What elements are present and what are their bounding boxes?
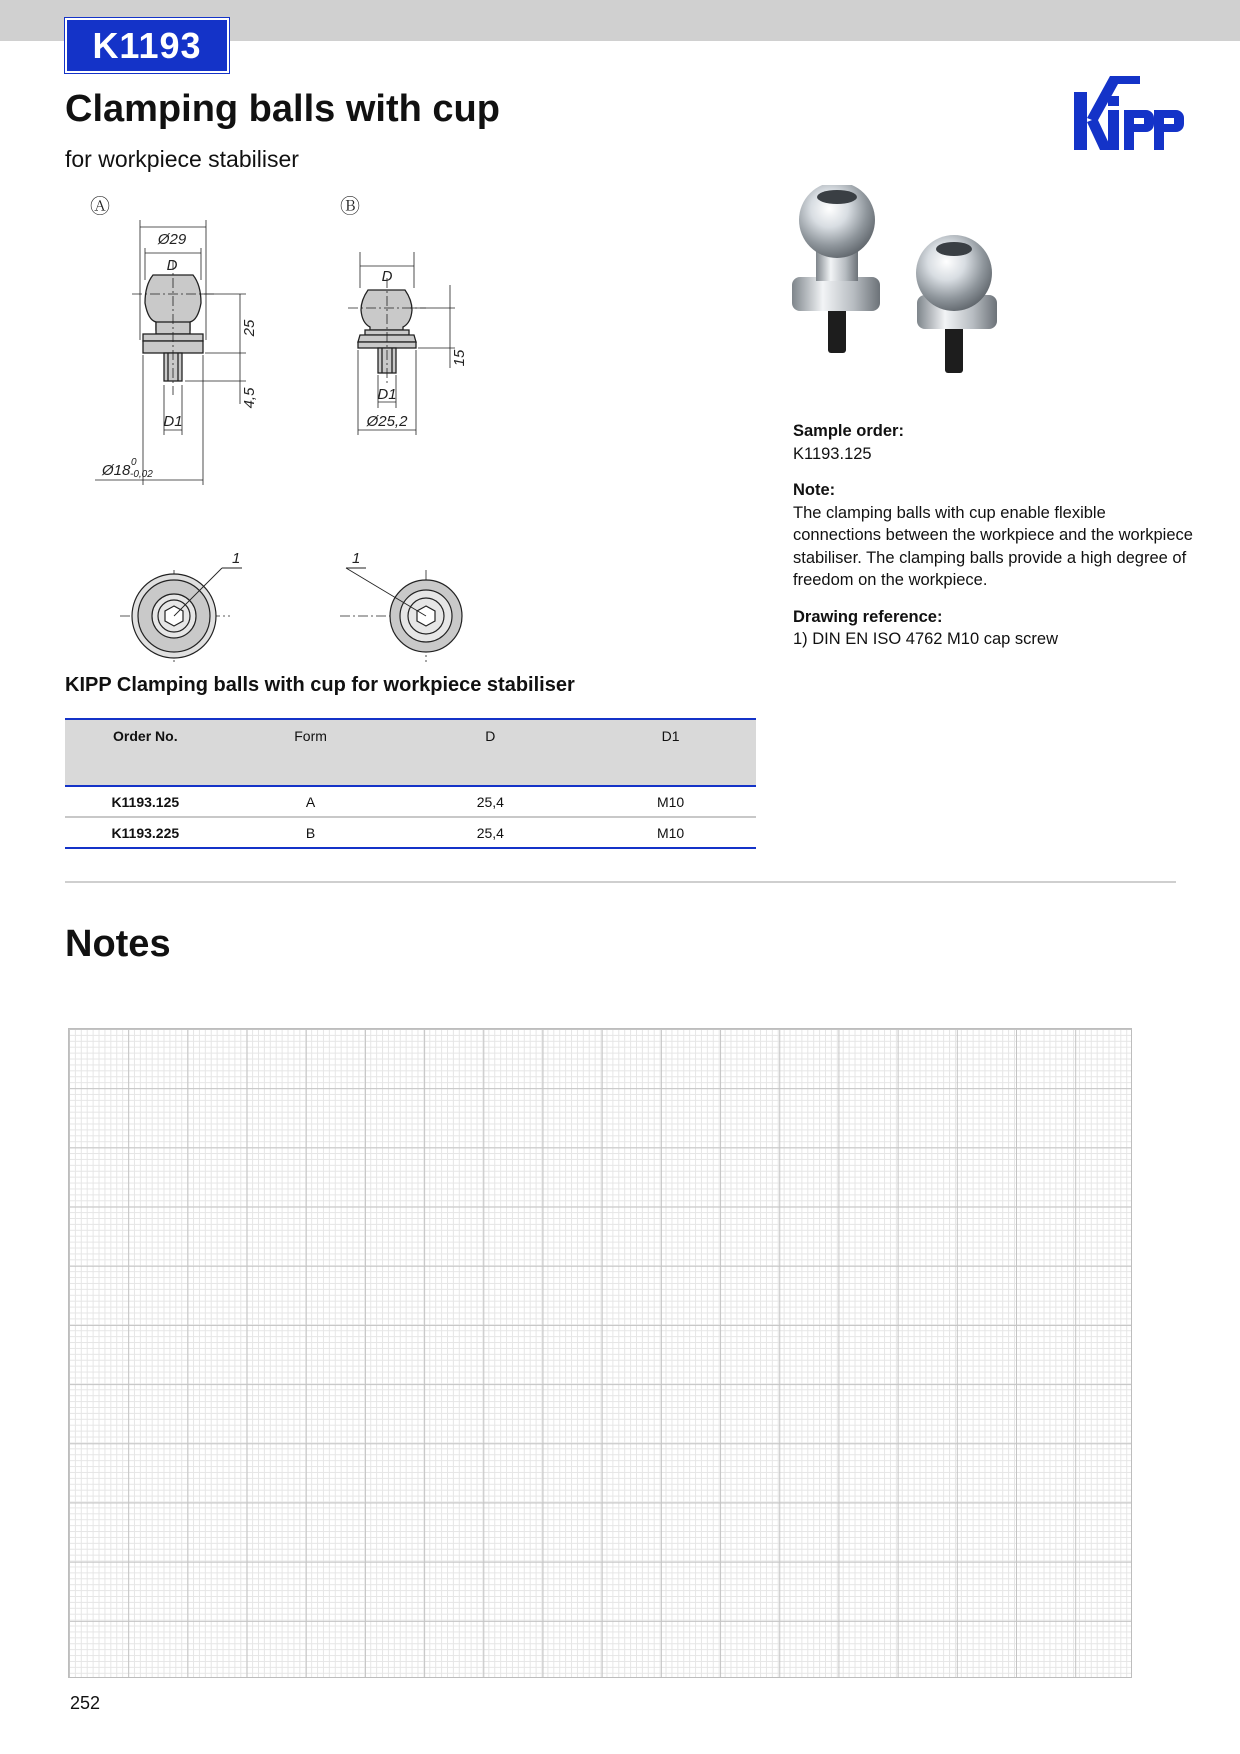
form-b-top-view [340,568,462,662]
b-dim-outer: Ø25,2 [366,413,408,430]
section-divider [65,881,1176,883]
product-code-badge: K1193 [65,18,229,73]
b-dim-height: 15 [451,349,468,367]
logo-text: Kipp [1070,70,1073,71]
col-header-d1: D1 [585,719,756,786]
table-title: KIPP Clamping balls with cup for workpiece stabiliser [65,674,575,696]
a-dim-shank-tol-lower: -0,02 [130,469,153,480]
b-dim-d: D [381,268,393,285]
parts-table [65,718,756,849]
b-callout: 1 [352,550,361,567]
page-number: 252 [70,1693,101,1713]
a-dim-d: D [166,257,178,274]
cell-order-no: K1193.225 [65,817,226,848]
product-photo [780,185,1020,395]
cell-d: 25,4 [396,786,586,817]
a-dim-d1: D1 [163,413,183,430]
form-a-top-view [120,568,242,662]
a-dim-height: 25 [241,319,258,337]
cell-form: A [226,786,396,817]
col-header-form: Form [226,719,396,786]
col-header-d: D [396,719,586,786]
cell-d: 25,4 [396,817,586,848]
page-title: Clamping balls with cup [65,88,500,130]
cell-form: B [226,817,396,848]
a-dim-shank-tol-upper: 0 [131,457,137,468]
table-row [65,817,756,848]
form-a-marker: Ⓐ [90,196,110,218]
col-header-order-no: Order No. [65,719,226,786]
page-subtitle: for workpiece stabiliser [65,146,299,172]
note-text: The clamping balls with cup enable flexible connections between the workpiece and the workpiece stabiliser. The clamping balls provide a high degree of freedom on the workpiece. [793,503,1193,589]
info-block [793,420,1193,665]
a-callout: 1 [232,550,241,567]
form-b-side-view [348,252,455,435]
technical-drawings [90,190,510,670]
cell-order-no: K1193.125 [65,786,226,817]
form-b-marker: Ⓑ [340,196,360,218]
table-row [65,786,756,817]
sample-order-value: K1193.125 [793,444,872,463]
a-dim-outer: Ø29 [157,231,187,248]
b-dim-d1: D1 [377,386,397,403]
a-dim-shank: Ø18 [102,462,131,479]
kipp-logo [1070,70,1188,160]
a-dim-thread-len: 4,5 [241,387,258,409]
drawing-ref-label: Drawing reference: [793,607,943,626]
drawing-ref-text: 1) DIN EN ISO 4762 M10 cap screw [793,630,1059,648]
notes-grid-area [68,1028,1132,1678]
notes-title: Notes [65,923,171,965]
cell-d1: M10 [585,817,756,848]
table-header-row [65,719,756,786]
note-label: Note: [793,481,836,499]
cell-d1: M10 [585,786,756,817]
sample-order-label: Sample order: [793,422,904,440]
